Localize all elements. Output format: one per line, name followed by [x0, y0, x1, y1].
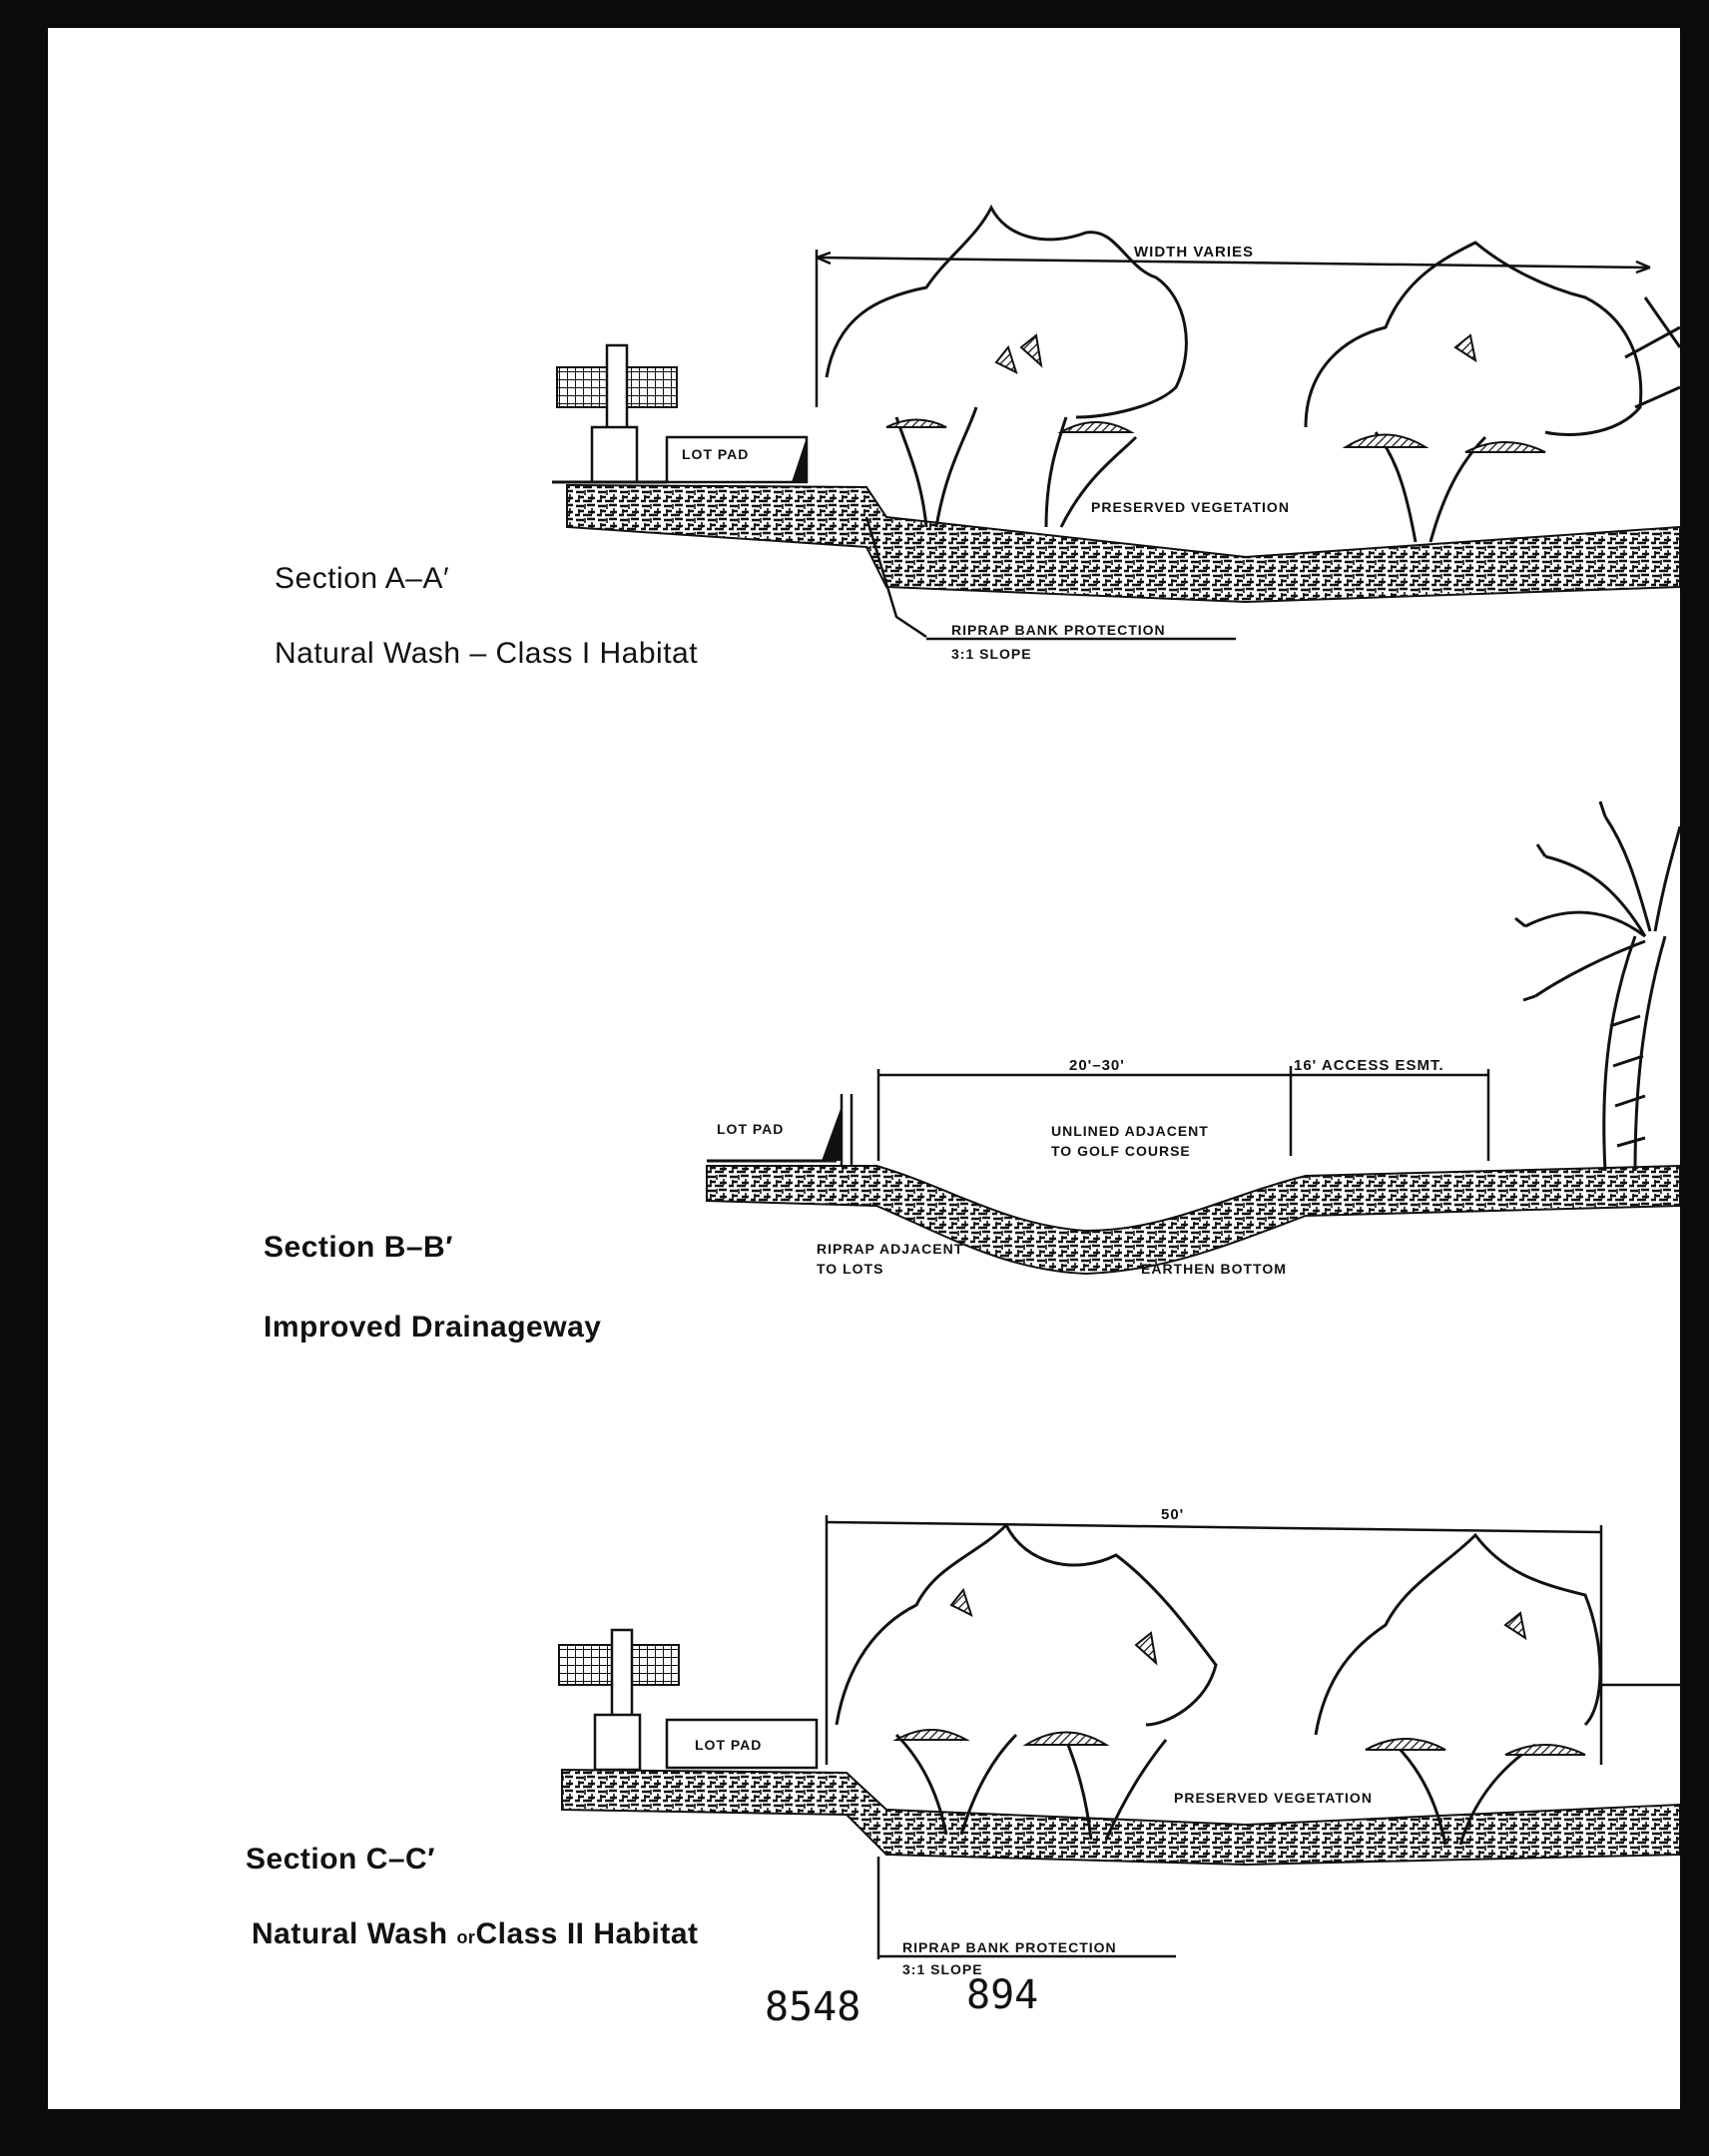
section-a-width-label: WIDTH VARIES	[1134, 244, 1255, 261]
section-b-access-label: 16' ACCESS ESMT.	[1294, 1057, 1444, 1074]
section-a-vegetation-label: PRESERVED VEGETATION	[1091, 499, 1290, 515]
section-b-palm-tree	[1515, 802, 1680, 1171]
page-number-right: 894	[966, 1972, 1039, 2018]
section-b-riprap-line1: RIPRAP ADJACENT	[817, 1241, 964, 1257]
page-number-left: 8548	[765, 1984, 861, 2030]
section-b-unlined-line1: UNLINED ADJACENT	[1051, 1123, 1209, 1139]
section-c-lot-pad-label: LOT PAD	[695, 1737, 763, 1753]
section-c-vegetation-label: PRESERVED VEGETATION	[1174, 1790, 1373, 1806]
section-b-bottom-label: EARTHEN BOTTOM	[1141, 1261, 1287, 1277]
section-b-title: Section B–B′	[264, 1231, 453, 1264]
section-c-subtitle-or: or	[456, 1927, 476, 1947]
section-b-subtitle: Improved Drainageway	[264, 1311, 602, 1344]
section-b-lot-pad-label: LOT PAD	[717, 1121, 785, 1137]
section-c-width-label: 50'	[1161, 1506, 1185, 1523]
section-a-lot-pad-label: LOT PAD	[682, 446, 750, 462]
document-page	[48, 28, 1680, 2109]
section-b-unlined-line2: TO GOLF COURSE	[1051, 1143, 1191, 1159]
section-b-drawing	[707, 802, 1680, 1277]
section-a-slope-label: 3:1 SLOPE	[951, 646, 1032, 662]
section-c-riprap-label: RIPRAP BANK PROTECTION	[902, 1939, 1117, 1955]
section-a-title: Section A–A′	[275, 562, 450, 595]
section-c-subtitle-rest: Class II Habitat	[475, 1917, 699, 1950]
section-c-slope-label: 3:1 SLOPE	[902, 1961, 983, 1977]
section-c-title: Section C–C′	[246, 1843, 435, 1876]
section-a-subtitle: Natural Wash – Class I Habitat	[275, 637, 699, 670]
section-b-width-label: 20'–30'	[1069, 1057, 1125, 1074]
section-a-riprap-label: RIPRAP BANK PROTECTION	[951, 622, 1166, 638]
section-a-drawing	[552, 208, 1680, 662]
section-c-subtitle	[252, 1917, 699, 1951]
cross-section-drawings	[48, 28, 1680, 2109]
section-c-drawing	[559, 1506, 1680, 1977]
section-b-riprap-line2: TO LOTS	[817, 1261, 884, 1277]
section-c-subtitle-prefix: Natural Wash	[252, 1917, 448, 1950]
